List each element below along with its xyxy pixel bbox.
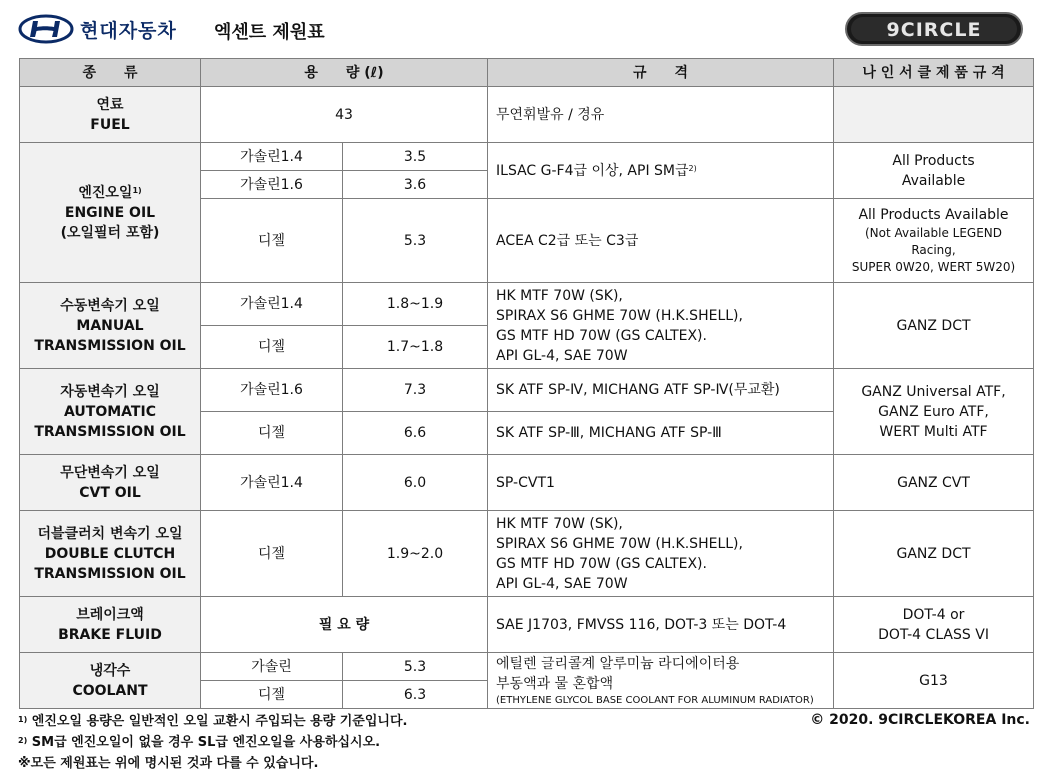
col-capacity: 용 량 (ℓ) [201,59,488,87]
table-row [20,455,1034,511]
9circle-logo [845,12,1023,46]
dct-product: GANZ DCT [834,511,1034,597]
engine-oil-s1-capacity: 3.5 [343,143,488,171]
table-row [20,283,1034,326]
table-row [20,511,1034,597]
automatic-product: GANZ Universal ATF, GANZ Euro ATF, WERT Multi ATF [834,369,1034,455]
dct-engine: 디젤 [201,511,343,597]
table-row [20,87,1034,143]
fuel-spec: 무연휘발유 / 경유 [488,87,834,143]
coolant-product: G13 [834,653,1034,709]
cvt-spec: SP-CVT1 [488,455,834,511]
engine-oil-product-gasoline: All Products Available [834,143,1034,199]
9circle-logo-text: 9CIRCLE [886,19,982,41]
automatic-label: 자동변속기 오일 AUTOMATIC TRANSMISSION OIL [20,369,201,455]
brake-label: 브레이크액 BRAKE FLUID [20,597,201,653]
spec-table [19,58,1034,709]
fuel-capacity: 43 [201,87,488,143]
col-type: 종 류 [20,59,201,87]
coolant-s2-engine: 디젤 [201,681,343,709]
cvt-label: 무단변속기 오일 CVT OIL [20,455,201,511]
manual-s1-capacity: 1.8~1.9 [343,283,488,326]
copyright: © 2020. 9CIRCLEKOREA Inc. [810,712,1030,728]
engine-oil-s3-engine: 디젤 [201,199,343,283]
dct-capacity: 1.9~2.0 [343,511,488,597]
brake-product: DOT-4 or DOT-4 CLASS VI [834,597,1034,653]
manual-spec: HK MTF 70W (SK), SPIRAX S6 GHME 70W (H.K.SHELL), GS MTF HD 70W (GS CALTEX). API GL-4, SAE 70W [488,283,834,369]
hyundai-brand [18,14,177,44]
footnote-2: $^{2)}$ SM급 엔진오일이 없을 경우 SL급 엔진오일을 사용하십시오. [18,735,381,750]
table-row [20,597,1034,653]
dct-label: 더블클러치 변속기 오일 DOUBLE CLUTCH TRANSMISSION OIL [20,511,201,597]
engine-oil-s2-capacity: 3.6 [343,171,488,199]
footnote-1: $^{1)}$ 엔진오일 용량은 일반적인 오일 교환시 주입되는 용량 기준입니다. [18,714,408,729]
automatic-s1-capacity: 7.3 [343,369,488,412]
engine-oil-label: 엔진오일$^{1)}$ ENGINE OIL (오일필터 포함) [20,143,201,283]
coolant-label: 냉각수 COOLANT [20,653,201,709]
brake-spec: SAE J1703, FMVSS 116, DOT-3 또는 DOT-4 [488,597,834,653]
col-product: 나 인 서 클 제 품 규 격 [834,59,1034,87]
manual-s2-capacity: 1.7~1.8 [343,326,488,369]
manual-label: 수동변속기 오일 MANUAL TRANSMISSION OIL [20,283,201,369]
header-row [20,59,1034,87]
document-title: 엑센트 제원표 [214,22,325,43]
coolant-s1-engine: 가솔린 [201,653,343,681]
cvt-product: GANZ CVT [834,455,1034,511]
engine-oil-s3-capacity: 5.3 [343,199,488,283]
page-header [0,0,1050,58]
coolant-spec: 에틸렌 글리콜계 알루미늄 라디에이터용 부동액과 물 혼합액 (ETHYLENE GLYCOL BASE COOLANT FOR ALUMINUM RADIATOR) [488,653,834,709]
brand-name: 현대자동차 [80,19,177,42]
table-row [20,369,1034,412]
coolant-s2-capacity: 6.3 [343,681,488,709]
engine-oil-spec-gasoline: ILSAC G-F4급 이상, API SM급$^{2)}$ [488,143,834,199]
hyundai-logo-icon [18,14,74,44]
engine-oil-spec-diesel: ACEA C2급 또는 C3급 [488,199,834,283]
cvt-capacity: 6.0 [343,455,488,511]
cvt-engine: 가솔린1.4 [201,455,343,511]
coolant-s1-capacity: 5.3 [343,653,488,681]
automatic-spec-1: SK ATF SP-Ⅳ, MICHANG ATF SP-Ⅳ(무교환) [488,369,834,412]
table-row [20,653,1034,681]
dct-spec: HK MTF 70W (SK), SPIRAX S6 GHME 70W (H.K.SHELL), GS MTF HD 70W (GS CALTEX). API GL-4, SAE 70W [488,511,834,597]
manual-product: GANZ DCT [834,283,1034,369]
table-row [20,143,1034,171]
fuel-product [834,87,1034,143]
automatic-s1-engine: 가솔린1.6 [201,369,343,412]
manual-s1-engine: 가솔린1.4 [201,283,343,326]
brake-capacity: 필 요 량 [201,597,488,653]
automatic-spec-2: SK ATF SP-Ⅲ, MICHANG ATF SP-Ⅲ [488,412,834,455]
footnotes [18,711,407,774]
engine-oil-product-diesel: All Products Available (Not Available LEGEND Racing, SUPER 0W20, WERT 5W20) [834,199,1034,283]
footnote-3: ※모든 제원표는 위에 명시된 것과 다를 수 있습니다. [18,756,319,771]
automatic-s2-capacity: 6.6 [343,412,488,455]
col-spec: 규 격 [488,59,834,87]
engine-oil-s2-engine: 가솔린1.6 [201,171,343,199]
engine-oil-s1-engine: 가솔린1.4 [201,143,343,171]
fuel-label: 연료 FUEL [20,87,201,143]
automatic-s2-engine: 디젤 [201,412,343,455]
manual-s2-engine: 디젤 [201,326,343,369]
